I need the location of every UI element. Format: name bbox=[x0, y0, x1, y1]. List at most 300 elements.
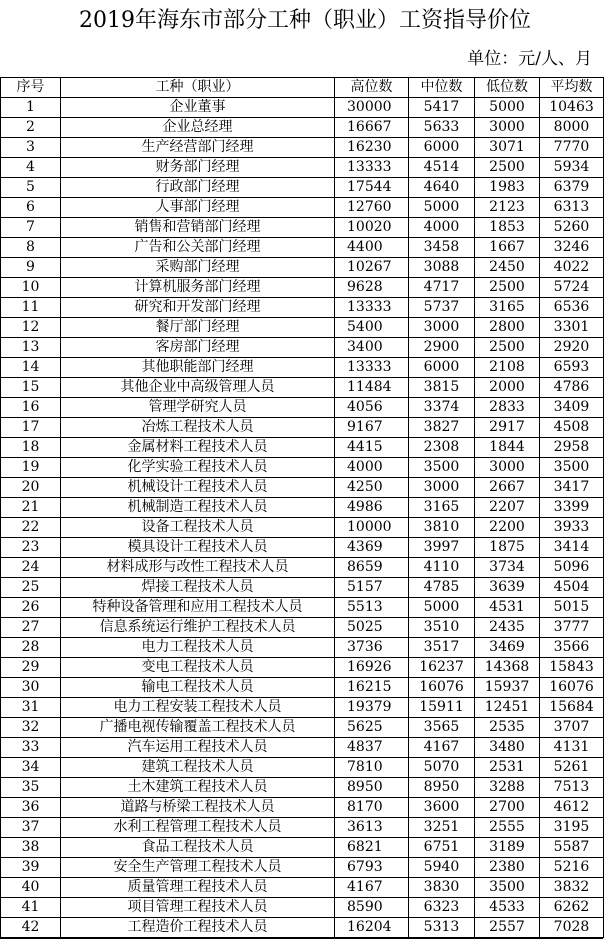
table-row bbox=[1, 238, 604, 258]
low-value: 3500 bbox=[475, 878, 540, 898]
median-value: 3500 bbox=[409, 458, 475, 478]
low-value: 2833 bbox=[475, 398, 540, 418]
table-row bbox=[1, 778, 604, 798]
table-row bbox=[1, 678, 604, 698]
low-value: 1983 bbox=[475, 178, 540, 198]
high-value: 4837 bbox=[335, 738, 409, 758]
average-value: 15684 bbox=[540, 698, 604, 718]
average-value: 3777 bbox=[540, 618, 604, 638]
high-value: 16667 bbox=[335, 118, 409, 138]
occupation-name: 工程造价工程技术人员 bbox=[61, 918, 335, 938]
table-row bbox=[1, 538, 604, 558]
average-value: 6313 bbox=[540, 198, 604, 218]
high-value: 17544 bbox=[335, 178, 409, 198]
high-value: 16230 bbox=[335, 138, 409, 158]
table-row bbox=[1, 718, 604, 738]
wage-table bbox=[0, 77, 604, 938]
median-value: 15911 bbox=[409, 698, 475, 718]
occupation-name: 广告和公关部门经理 bbox=[61, 238, 335, 258]
low-value: 2535 bbox=[475, 718, 540, 738]
average-value: 4022 bbox=[540, 258, 604, 278]
average-value: 5724 bbox=[540, 278, 604, 298]
occupation-name: 企业董事 bbox=[61, 98, 335, 118]
median-value: 4514 bbox=[409, 158, 475, 178]
table-row bbox=[1, 398, 604, 418]
high-value: 4056 bbox=[335, 398, 409, 418]
high-value: 5513 bbox=[335, 598, 409, 618]
average-value: 6593 bbox=[540, 358, 604, 378]
high-value: 16926 bbox=[335, 658, 409, 678]
high-value: 5157 bbox=[335, 578, 409, 598]
table-row bbox=[1, 258, 604, 278]
occupation-name: 项目管理工程技术人员 bbox=[61, 898, 335, 918]
median-value: 3517 bbox=[409, 638, 475, 658]
average-value: 4786 bbox=[540, 378, 604, 398]
median-value: 3997 bbox=[409, 538, 475, 558]
average-value: 3832 bbox=[540, 878, 604, 898]
high-value: 30000 bbox=[335, 98, 409, 118]
median-value: 6000 bbox=[409, 358, 475, 378]
occupation-name: 财务部门经理 bbox=[61, 158, 335, 178]
row-index: 26 bbox=[1, 598, 61, 618]
average-value: 3933 bbox=[540, 518, 604, 538]
occupation-name: 信息系统运行维护工程技术人员 bbox=[61, 618, 335, 638]
occupation-name: 电力工程技术人员 bbox=[61, 638, 335, 658]
median-value: 6323 bbox=[409, 898, 475, 918]
table-row bbox=[1, 738, 604, 758]
low-value: 4531 bbox=[475, 598, 540, 618]
table-row bbox=[1, 838, 604, 858]
low-value: 1853 bbox=[475, 218, 540, 238]
high-value: 9628 bbox=[335, 278, 409, 298]
occupation-name: 机械制造工程技术人员 bbox=[61, 498, 335, 518]
unit-label: 单位：元/人、月 bbox=[467, 49, 592, 69]
row-index: 35 bbox=[1, 778, 61, 798]
row-index: 27 bbox=[1, 618, 61, 638]
low-value: 3000 bbox=[475, 118, 540, 138]
occupation-name: 电力工程安装工程技术人员 bbox=[61, 698, 335, 718]
table-row bbox=[1, 198, 604, 218]
table-row bbox=[1, 558, 604, 578]
row-index: 23 bbox=[1, 538, 61, 558]
high-value: 5400 bbox=[335, 318, 409, 338]
average-value: 5015 bbox=[540, 598, 604, 618]
median-value: 5940 bbox=[409, 858, 475, 878]
occupation-name: 输电工程技术人员 bbox=[61, 678, 335, 698]
row-index: 17 bbox=[1, 418, 61, 438]
average-value: 3707 bbox=[540, 718, 604, 738]
median-value: 4110 bbox=[409, 558, 475, 578]
low-value: 1875 bbox=[475, 538, 540, 558]
average-value: 3301 bbox=[540, 318, 604, 338]
row-index: 4 bbox=[1, 158, 61, 178]
row-index: 42 bbox=[1, 918, 61, 938]
row-index: 36 bbox=[1, 798, 61, 818]
occupation-name: 安全生产管理工程技术人员 bbox=[61, 858, 335, 878]
high-value: 16204 bbox=[335, 918, 409, 938]
median-value: 3000 bbox=[409, 478, 475, 498]
high-value: 13333 bbox=[335, 298, 409, 318]
median-value: 2308 bbox=[409, 438, 475, 458]
low-value: 3189 bbox=[475, 838, 540, 858]
median-value: 3565 bbox=[409, 718, 475, 738]
median-value: 5000 bbox=[409, 598, 475, 618]
row-index: 41 bbox=[1, 898, 61, 918]
low-value: 2200 bbox=[475, 518, 540, 538]
average-value: 5216 bbox=[540, 858, 604, 878]
row-index: 15 bbox=[1, 378, 61, 398]
row-index: 6 bbox=[1, 198, 61, 218]
low-value: 5000 bbox=[475, 98, 540, 118]
low-value: 3469 bbox=[475, 638, 540, 658]
high-value: 10020 bbox=[335, 218, 409, 238]
row-index: 38 bbox=[1, 838, 61, 858]
median-value: 3088 bbox=[409, 258, 475, 278]
header-occupation: 工种（职业） bbox=[61, 78, 335, 98]
average-value: 15843 bbox=[540, 658, 604, 678]
table-row bbox=[1, 478, 604, 498]
table-row bbox=[1, 898, 604, 918]
high-value: 3736 bbox=[335, 638, 409, 658]
average-value: 5587 bbox=[540, 838, 604, 858]
high-value: 16215 bbox=[335, 678, 409, 698]
occupation-name: 食品工程技术人员 bbox=[61, 838, 335, 858]
high-value: 13333 bbox=[335, 358, 409, 378]
table-row bbox=[1, 358, 604, 378]
average-value: 3195 bbox=[540, 818, 604, 838]
high-value: 19379 bbox=[335, 698, 409, 718]
low-value: 3165 bbox=[475, 298, 540, 318]
occupation-name: 模具设计工程技术人员 bbox=[61, 538, 335, 558]
low-value: 2531 bbox=[475, 758, 540, 778]
occupation-name: 管理学研究人员 bbox=[61, 398, 335, 418]
occupation-name: 土木建筑工程技术人员 bbox=[61, 778, 335, 798]
occupation-name: 生产经营部门经理 bbox=[61, 138, 335, 158]
average-value: 4131 bbox=[540, 738, 604, 758]
average-value: 4612 bbox=[540, 798, 604, 818]
high-value: 7810 bbox=[335, 758, 409, 778]
occupation-name: 机械设计工程技术人员 bbox=[61, 478, 335, 498]
median-value: 3810 bbox=[409, 518, 475, 538]
row-index: 33 bbox=[1, 738, 61, 758]
high-value: 3400 bbox=[335, 338, 409, 358]
median-value: 3510 bbox=[409, 618, 475, 638]
low-value: 2500 bbox=[475, 338, 540, 358]
table-row bbox=[1, 578, 604, 598]
row-index: 31 bbox=[1, 698, 61, 718]
table-row bbox=[1, 618, 604, 638]
high-value: 4415 bbox=[335, 438, 409, 458]
high-value: 12760 bbox=[335, 198, 409, 218]
table-row bbox=[1, 118, 604, 138]
low-value: 15937 bbox=[475, 678, 540, 698]
occupation-name: 客房部门经理 bbox=[61, 338, 335, 358]
high-value: 6821 bbox=[335, 838, 409, 858]
average-value: 3414 bbox=[540, 538, 604, 558]
table-row bbox=[1, 518, 604, 538]
table-row bbox=[1, 818, 604, 838]
row-index: 16 bbox=[1, 398, 61, 418]
row-index: 20 bbox=[1, 478, 61, 498]
median-value: 3600 bbox=[409, 798, 475, 818]
average-value: 6262 bbox=[540, 898, 604, 918]
table-row bbox=[1, 458, 604, 478]
occupation-name: 其他职能部门经理 bbox=[61, 358, 335, 378]
row-index: 5 bbox=[1, 178, 61, 198]
table-row bbox=[1, 298, 604, 318]
row-index: 9 bbox=[1, 258, 61, 278]
row-index: 40 bbox=[1, 878, 61, 898]
row-index: 29 bbox=[1, 658, 61, 678]
median-value: 3000 bbox=[409, 318, 475, 338]
high-value: 11484 bbox=[335, 378, 409, 398]
row-index: 30 bbox=[1, 678, 61, 698]
average-value: 3409 bbox=[540, 398, 604, 418]
row-index: 21 bbox=[1, 498, 61, 518]
average-value: 10463 bbox=[540, 98, 604, 118]
occupation-name: 材料成形与改性工程技术人员 bbox=[61, 558, 335, 578]
high-value: 4369 bbox=[335, 538, 409, 558]
high-value: 4167 bbox=[335, 878, 409, 898]
occupation-name: 汽车运用工程技术人员 bbox=[61, 738, 335, 758]
row-index: 8 bbox=[1, 238, 61, 258]
median-value: 16076 bbox=[409, 678, 475, 698]
row-index: 2 bbox=[1, 118, 61, 138]
table-row bbox=[1, 858, 604, 878]
table-row bbox=[1, 98, 604, 118]
table-row bbox=[1, 918, 604, 938]
occupation-name: 人事部门经理 bbox=[61, 198, 335, 218]
occupation-name: 焊接工程技术人员 bbox=[61, 578, 335, 598]
table-row bbox=[1, 658, 604, 678]
occupation-name: 化学实验工程技术人员 bbox=[61, 458, 335, 478]
average-value: 3566 bbox=[540, 638, 604, 658]
median-value: 3830 bbox=[409, 878, 475, 898]
average-value: 6379 bbox=[540, 178, 604, 198]
median-value: 6000 bbox=[409, 138, 475, 158]
table-row bbox=[1, 378, 604, 398]
high-value: 8950 bbox=[335, 778, 409, 798]
average-value: 2920 bbox=[540, 338, 604, 358]
average-value: 4504 bbox=[540, 578, 604, 598]
low-value: 3071 bbox=[475, 138, 540, 158]
average-value: 3500 bbox=[540, 458, 604, 478]
average-value: 2958 bbox=[540, 438, 604, 458]
low-value: 2700 bbox=[475, 798, 540, 818]
low-value: 3734 bbox=[475, 558, 540, 578]
low-value: 3000 bbox=[475, 458, 540, 478]
median-value: 5737 bbox=[409, 298, 475, 318]
average-value: 5096 bbox=[540, 558, 604, 578]
median-value: 3815 bbox=[409, 378, 475, 398]
low-value: 2108 bbox=[475, 358, 540, 378]
occupation-name: 质量管理工程技术人员 bbox=[61, 878, 335, 898]
occupation-name: 行政部门经理 bbox=[61, 178, 335, 198]
high-value: 4250 bbox=[335, 478, 409, 498]
header-average: 平均数 bbox=[540, 78, 604, 98]
median-value: 3374 bbox=[409, 398, 475, 418]
table-row bbox=[1, 438, 604, 458]
median-value: 6751 bbox=[409, 838, 475, 858]
low-value: 2435 bbox=[475, 618, 540, 638]
table-row bbox=[1, 798, 604, 818]
high-value: 5025 bbox=[335, 618, 409, 638]
average-value: 3417 bbox=[540, 478, 604, 498]
occupation-name: 金属材料工程技术人员 bbox=[61, 438, 335, 458]
average-value: 7770 bbox=[540, 138, 604, 158]
median-value: 2900 bbox=[409, 338, 475, 358]
high-value: 4000 bbox=[335, 458, 409, 478]
median-value: 4640 bbox=[409, 178, 475, 198]
row-index: 12 bbox=[1, 318, 61, 338]
low-value: 2917 bbox=[475, 418, 540, 438]
average-value: 7513 bbox=[540, 778, 604, 798]
average-value: 6536 bbox=[540, 298, 604, 318]
low-value: 12451 bbox=[475, 698, 540, 718]
low-value: 2500 bbox=[475, 278, 540, 298]
low-value: 2380 bbox=[475, 858, 540, 878]
low-value: 2000 bbox=[475, 378, 540, 398]
low-value: 4533 bbox=[475, 898, 540, 918]
row-index: 3 bbox=[1, 138, 61, 158]
page-title: 2019年海东市部分工种（职业）工资指导价位 bbox=[79, 8, 531, 33]
row-index: 13 bbox=[1, 338, 61, 358]
table-row bbox=[1, 318, 604, 338]
table-header-row bbox=[1, 78, 604, 98]
occupation-name: 水利工程管理工程技术人员 bbox=[61, 818, 335, 838]
median-value: 3251 bbox=[409, 818, 475, 838]
average-value: 5934 bbox=[540, 158, 604, 178]
row-index: 28 bbox=[1, 638, 61, 658]
low-value: 3480 bbox=[475, 738, 540, 758]
row-index: 14 bbox=[1, 358, 61, 378]
occupation-name: 企业总经理 bbox=[61, 118, 335, 138]
row-index: 7 bbox=[1, 218, 61, 238]
median-value: 4167 bbox=[409, 738, 475, 758]
header-low: 低位数 bbox=[475, 78, 540, 98]
table-row bbox=[1, 638, 604, 658]
average-value: 8000 bbox=[540, 118, 604, 138]
row-index: 18 bbox=[1, 438, 61, 458]
low-value: 2450 bbox=[475, 258, 540, 278]
median-value: 5313 bbox=[409, 918, 475, 938]
row-index: 1 bbox=[1, 98, 61, 118]
high-value: 8590 bbox=[335, 898, 409, 918]
high-value: 10000 bbox=[335, 518, 409, 538]
median-value: 4785 bbox=[409, 578, 475, 598]
high-value: 4400 bbox=[335, 238, 409, 258]
occupation-name: 采购部门经理 bbox=[61, 258, 335, 278]
high-value: 8659 bbox=[335, 558, 409, 578]
median-value: 5000 bbox=[409, 198, 475, 218]
median-value: 3165 bbox=[409, 498, 475, 518]
median-value: 5417 bbox=[409, 98, 475, 118]
high-value: 9167 bbox=[335, 418, 409, 438]
occupation-name: 特种设备管理和应用工程技术人员 bbox=[61, 598, 335, 618]
table-row bbox=[1, 278, 604, 298]
median-value: 4717 bbox=[409, 278, 475, 298]
median-value: 3458 bbox=[409, 238, 475, 258]
low-value: 14368 bbox=[475, 658, 540, 678]
occupation-name: 设备工程技术人员 bbox=[61, 518, 335, 538]
high-value: 5625 bbox=[335, 718, 409, 738]
row-index: 37 bbox=[1, 818, 61, 838]
occupation-name: 销售和营销部门经理 bbox=[61, 218, 335, 238]
average-value: 5261 bbox=[540, 758, 604, 778]
table-row bbox=[1, 218, 604, 238]
high-value: 8170 bbox=[335, 798, 409, 818]
row-index: 39 bbox=[1, 858, 61, 878]
header-index: 序号 bbox=[1, 78, 61, 98]
low-value: 2555 bbox=[475, 818, 540, 838]
table-row bbox=[1, 598, 604, 618]
low-value: 3639 bbox=[475, 578, 540, 598]
high-value: 3613 bbox=[335, 818, 409, 838]
table-row bbox=[1, 178, 604, 198]
table-row bbox=[1, 418, 604, 438]
low-value: 2557 bbox=[475, 918, 540, 938]
table-row bbox=[1, 138, 604, 158]
low-value: 1667 bbox=[475, 238, 540, 258]
occupation-name: 餐厅部门经理 bbox=[61, 318, 335, 338]
low-value: 2123 bbox=[475, 198, 540, 218]
median-value: 4000 bbox=[409, 218, 475, 238]
row-index: 10 bbox=[1, 278, 61, 298]
median-value: 8950 bbox=[409, 778, 475, 798]
occupation-name: 变电工程技术人员 bbox=[61, 658, 335, 678]
high-value: 6793 bbox=[335, 858, 409, 878]
low-value: 1844 bbox=[475, 438, 540, 458]
table-row bbox=[1, 338, 604, 358]
occupation-name: 计算机服务部门经理 bbox=[61, 278, 335, 298]
row-index: 22 bbox=[1, 518, 61, 538]
header-high: 高位数 bbox=[335, 78, 409, 98]
average-value: 7028 bbox=[540, 918, 604, 938]
average-value: 16076 bbox=[540, 678, 604, 698]
row-index: 25 bbox=[1, 578, 61, 598]
low-value: 2500 bbox=[475, 158, 540, 178]
occupation-name: 研究和开发部门经理 bbox=[61, 298, 335, 318]
table-row-partial bbox=[0, 938, 603, 943]
median-value: 5633 bbox=[409, 118, 475, 138]
average-value: 4508 bbox=[540, 418, 604, 438]
average-value: 5260 bbox=[540, 218, 604, 238]
row-index: 24 bbox=[1, 558, 61, 578]
average-value: 3246 bbox=[540, 238, 604, 258]
median-value: 16237 bbox=[409, 658, 475, 678]
occupation-name: 其他企业中高级管理人员 bbox=[61, 378, 335, 398]
table-row bbox=[1, 158, 604, 178]
occupation-name: 道路与桥梁工程技术人员 bbox=[61, 798, 335, 818]
occupation-name: 冶炼工程技术人员 bbox=[61, 418, 335, 438]
table-row bbox=[1, 878, 604, 898]
high-value: 4986 bbox=[335, 498, 409, 518]
row-index: 19 bbox=[1, 458, 61, 478]
row-index: 11 bbox=[1, 298, 61, 318]
occupation-name: 广播电视传输覆盖工程技术人员 bbox=[61, 718, 335, 738]
high-value: 10267 bbox=[335, 258, 409, 278]
table-body bbox=[1, 98, 604, 938]
row-index: 34 bbox=[1, 758, 61, 778]
median-value: 5070 bbox=[409, 758, 475, 778]
low-value: 2667 bbox=[475, 478, 540, 498]
row-index: 32 bbox=[1, 718, 61, 738]
low-value: 2800 bbox=[475, 318, 540, 338]
table-row bbox=[1, 498, 604, 518]
header-median: 中位数 bbox=[409, 78, 475, 98]
median-value: 3827 bbox=[409, 418, 475, 438]
occupation-name: 建筑工程技术人员 bbox=[61, 758, 335, 778]
